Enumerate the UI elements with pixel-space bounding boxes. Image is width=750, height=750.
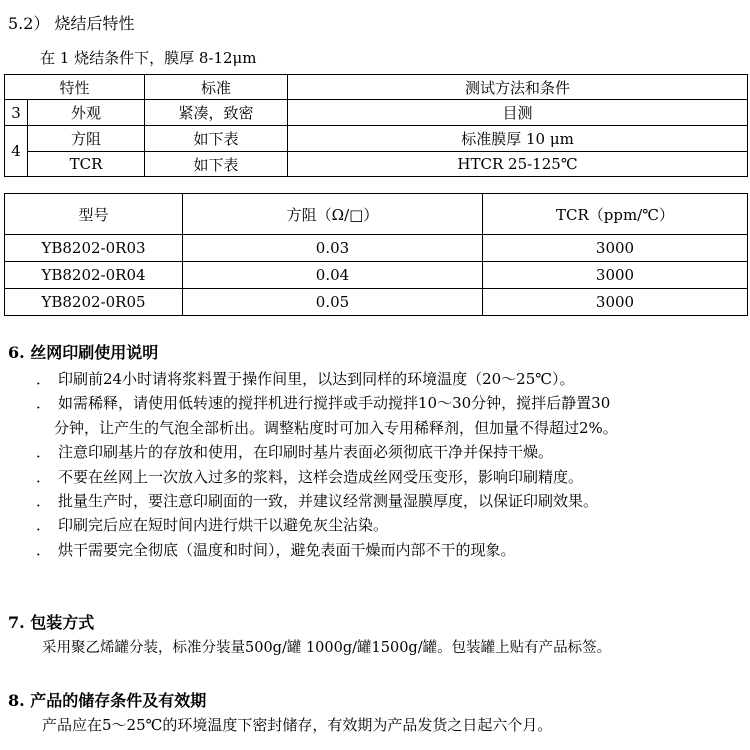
- list-item-text: 批量生产时，要注意印刷面的一致，并建议经常测量湿膜厚度，以保证印刷效果。: [58, 491, 599, 510]
- header-model: 型号: [5, 194, 183, 235]
- model-header-row: [5, 194, 748, 235]
- list-item: [36, 538, 746, 562]
- bullet-mark: ．: [36, 491, 52, 510]
- properties-table: [4, 74, 748, 177]
- table-row: [5, 289, 748, 316]
- table-row: [5, 100, 748, 126]
- section-8-text: 产品应在5～25℃的环境温度下密封储存，有效期为产品发货之日起六个月。: [42, 716, 553, 734]
- model-cell: YB8202-0R03: [5, 235, 183, 262]
- model-cell: YB8202-0R04: [5, 262, 183, 289]
- header-method: 测试方法和条件: [288, 75, 748, 100]
- bullet-mark: ．: [36, 394, 52, 413]
- bullet-mark: ．: [36, 516, 52, 535]
- printing-instructions-list: [36, 367, 746, 562]
- table-row: [5, 152, 748, 177]
- model-table: [4, 193, 748, 316]
- list-item: [36, 489, 746, 513]
- bullet-mark: ．: [36, 443, 52, 462]
- list-item: [36, 391, 746, 415]
- section-8-title: 8. 产品的储存条件及有效期: [8, 691, 207, 710]
- list-item-text: 烘干需要完全彻底（温度和时间），避免表面干燥而内部不干的现象。: [58, 540, 516, 559]
- method-cell: 目测: [288, 100, 748, 126]
- standard-cell: 如下表: [145, 152, 288, 177]
- tcr-cell: 3000: [483, 235, 748, 262]
- list-item-text: 如需稀释，请使用低转速的搅拌机进行搅拌或手动搅拌10～30分钟，搅拌后静置30: [58, 394, 611, 413]
- list-item: [36, 367, 746, 391]
- resistance-cell: 0.05: [183, 289, 483, 316]
- list-item-text: 分钟，让产生的气泡全部析出。调整粘度时可加入专用稀释剂，但加量不得超过2%。: [54, 418, 618, 437]
- header-standard: 标准: [145, 75, 288, 100]
- tcr-cell: 3000: [483, 289, 748, 316]
- resistance-cell: 0.03: [183, 235, 483, 262]
- model-cell: YB8202-0R05: [5, 289, 183, 316]
- method-cell: 标准膜厚 10 μm: [288, 126, 748, 152]
- tcr-cell: 3000: [483, 262, 748, 289]
- header-tcr: TCR（ppm/℃）: [483, 194, 748, 235]
- property-cell: TCR: [28, 152, 145, 177]
- list-item: [36, 465, 746, 489]
- section-5-2-subtitle: 在 1 烧结条件下，膜厚 8-12μm: [40, 49, 257, 67]
- resistance-cell: 0.04: [183, 262, 483, 289]
- list-item: [36, 513, 746, 537]
- row-number: 3: [5, 100, 28, 126]
- standard-cell: 如下表: [145, 126, 288, 152]
- section-6-title: 6. 丝网印刷使用说明: [8, 343, 159, 362]
- header-resistance: 方阻（Ω/□）: [183, 194, 483, 235]
- list-item-continuation: [36, 416, 746, 440]
- list-item-text: 不要在丝网上一次放入过多的浆料，这样会造成丝网受压变形，影响印刷精度。: [58, 467, 584, 486]
- section-7-text: 采用聚乙烯罐分装，标准分装量500g/罐 1000g/罐1500g/罐。包装罐上贴有产品标签。: [42, 640, 612, 656]
- list-item-text: 印刷完后应在短时间内进行烘干以避免灰尘沾染。: [58, 516, 389, 535]
- row-number: 4: [5, 126, 28, 177]
- bullet-mark: ．: [36, 540, 52, 559]
- header-property: 特性: [5, 75, 145, 100]
- list-item: [36, 440, 746, 464]
- table-row: [5, 126, 748, 152]
- section-5-2-title: 5.2） 烧结后特性: [8, 14, 135, 33]
- property-cell: 方阻: [28, 126, 145, 152]
- bullet-mark: ．: [36, 370, 52, 388]
- table-row: [5, 235, 748, 262]
- property-cell: 外观: [28, 100, 145, 126]
- properties-header-row: [5, 75, 748, 100]
- standard-cell: 紧凑，致密: [145, 100, 288, 126]
- table-row: [5, 262, 748, 289]
- section-7-title: 7. 包装方式: [8, 613, 95, 632]
- list-item-text: 注意印刷基片的存放和使用，在印刷时基片表面必须彻底干净并保持干燥。: [58, 443, 554, 462]
- list-item-text: 印刷前24小时请将浆料置于操作间里，以达到同样的环境温度（20～25℃）。: [58, 370, 575, 388]
- method-cell: HTCR 25-125℃: [288, 152, 748, 177]
- bullet-mark: ．: [36, 467, 52, 486]
